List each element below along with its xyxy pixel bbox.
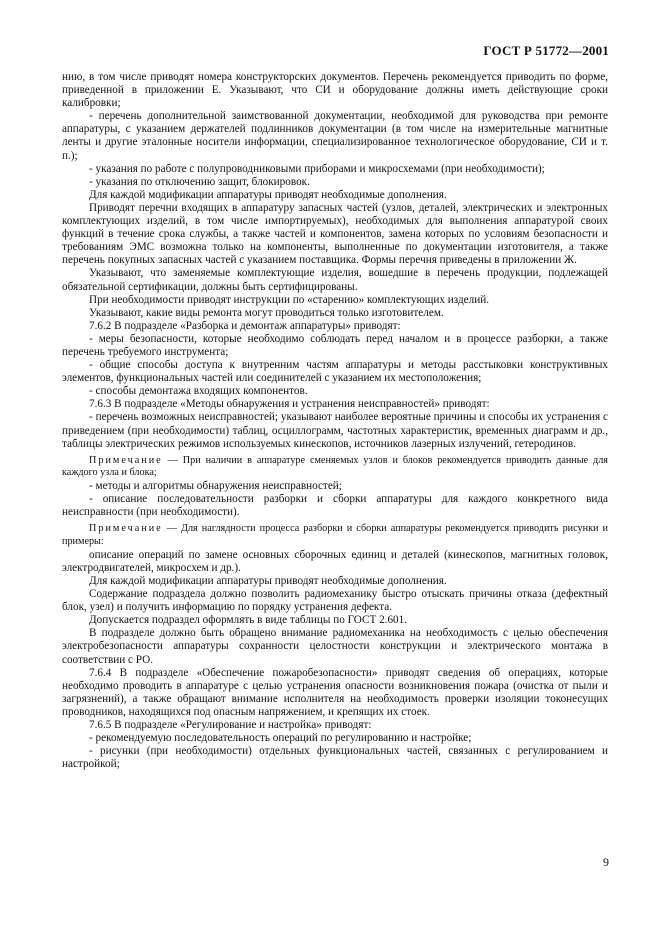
paragraph: Указывают, что заменяемые комплектующие изделия, вошедшие в перечень продукции, подлежащей обязательной сертификации, должны быть сертифицированы. <box>62 267 608 293</box>
paragraph: - перечень возможных неисправностей; указывают наиболее вероятные причины и способы их устранения с приведением (при необходимости) таблиц, осциллограмм, частотных характеристик, временных диаграмм и др., таблицы электрических режимов используемых кинескопов, источников лазерных излучений, гетеродинов. <box>62 411 608 450</box>
note <box>62 523 608 547</box>
paragraph: Допускается подраздел оформлять в виде таблицы по ГОСТ 2.601. <box>89 614 408 627</box>
paragraph: описание операций по замене основных сборочных единиц и деталей (кинескопов, магнитных головок, электродвигателей, микросхем и др.). <box>62 548 608 574</box>
section-heading-7-6-2: 7.6.2 В подразделе «Разборка и демонтаж аппаратуры» приводят: <box>89 319 401 332</box>
paragraph: - меры безопасности, которые необходимо соблюдать перед началом и в процессе разборки, а также перечень требуемого инструмента; <box>62 332 608 358</box>
section-heading-7-6-4: 7.6.4 В подразделе «Обеспечение пожаробезопасности» приводят сведения об операциях, которые необходимо проводить в аппаратуре с целью устранения опасности возникновения пожара (очистка от пыли и загрязнений), а также обращают внимание исполнителя на необходимость проверки изоляции токонесущих проводников, находящихся под опасным напряжением, и крепящих их стоек. <box>62 666 608 718</box>
paragraph: - рекомендуемую последовательность операций по регулированию и настройке; <box>89 732 472 745</box>
paragraph: - рисунки (при необходимости) отдельных функциональных частей, связанных с регулированием и настройкой; <box>62 745 608 771</box>
note-text: — Для наглядности процесса разборки и сборки аппаратуры рекомендуется приводить рисунки и примеры: <box>62 523 608 547</box>
paragraph: Содержание подраздела должно позволить радиомеханику быстро отыскать причины отказа (дефектный блок, узел) и получить информацию по порядку устранения дефекта. <box>62 588 608 614</box>
document-body <box>62 71 608 771</box>
paragraph: Указывают, какие виды ремонта могут проводиться только изготовителем. <box>89 306 444 319</box>
paragraph: В подразделе должно быть обращено внимание радиомеханика на необходимость с целью обеспечения электробезопасности аппаратуры сохранности целостности конструкции и электрического монтажа в соответствии с РО. <box>62 627 608 666</box>
paragraph: - методы и алгоритмы обнаружения неисправностей; <box>89 480 342 493</box>
paragraph: При необходимости приводят инструкции по «старению» комплектующих изделий. <box>89 293 490 306</box>
page-number: 9 <box>603 855 609 869</box>
paragraph: Приводят перечни входящих в аппаратуру запасных частей (узлов, деталей, электрических и электронных комплектующих изделий, в том числе импортируемых), необходимых для выполнения аппаратурой своих функций в течение срока службы, а также частей и компонентов, замена которых по условиям безопасности и требованиям ЭМС возможна только на компоненты, выполненные по документации изготовителя, а также перечень покупных запасных частей с указанием поставщика. Формы перечня приведены в приложении Ж. <box>62 201 608 267</box>
section-heading-7-6-5: 7.6.5 В подразделе «Регулирование и настройка» приводят: <box>89 719 372 732</box>
note-label: Примечание <box>89 454 163 466</box>
paragraph: Для каждой модификации аппаратуры приводят необходимые дополнения. <box>89 188 447 201</box>
paragraph: - способы демонтажа входящих компонентов. <box>89 385 308 398</box>
paragraph: - указания по работе с полупроводниковыми приборами и микросхемами (при необходимости); <box>89 162 545 175</box>
note-label: Примечание <box>89 523 163 535</box>
note-text: — При наличии в аппаратуре сменяемых узлов и блоков рекомендуется приводить данные для каждого узла и блока; <box>62 454 608 478</box>
section-heading-7-6-3: 7.6.3 В подразделе «Методы обнаружения и устранения неисправностей» приводят: <box>89 398 490 411</box>
paragraph: - общие способы доступа к внутренним частям аппаратуры и методы расстыковки конструктивных элементов, функциональных частей или соединителей с указанием их местоположения; <box>62 359 608 385</box>
paragraph: нию, в том числе приводят номера конструкторских документов. Перечень рекомендуется приводить по форме, приведенной в приложении Е. Указывают, что СИ и оборудование должны иметь действующие сроки калибровки; <box>62 71 608 110</box>
paragraph: Для каждой модификации аппаратуры приводят необходимые дополнения. <box>89 575 447 587</box>
paragraph: - перечень дополнительной заимствованной документации, необходимой для руководства при ремонте аппаратуры, с указанием держателей подлинников документации (в том числе на измерительные магнитные ленты и другие эталонные носители информации, специализированное технологическое оборудование, СИ и т. п.); <box>62 110 608 162</box>
document-code: ГОСТ Р 51772—2001 <box>483 43 609 58</box>
note <box>62 455 608 479</box>
paragraph: - указания по отключению защит, блокировок. <box>89 175 310 188</box>
paragraph: - описание последовательности разборки и сборки аппаратуры для каждого конкретного вида неисправности (при необходимости). <box>62 493 608 519</box>
